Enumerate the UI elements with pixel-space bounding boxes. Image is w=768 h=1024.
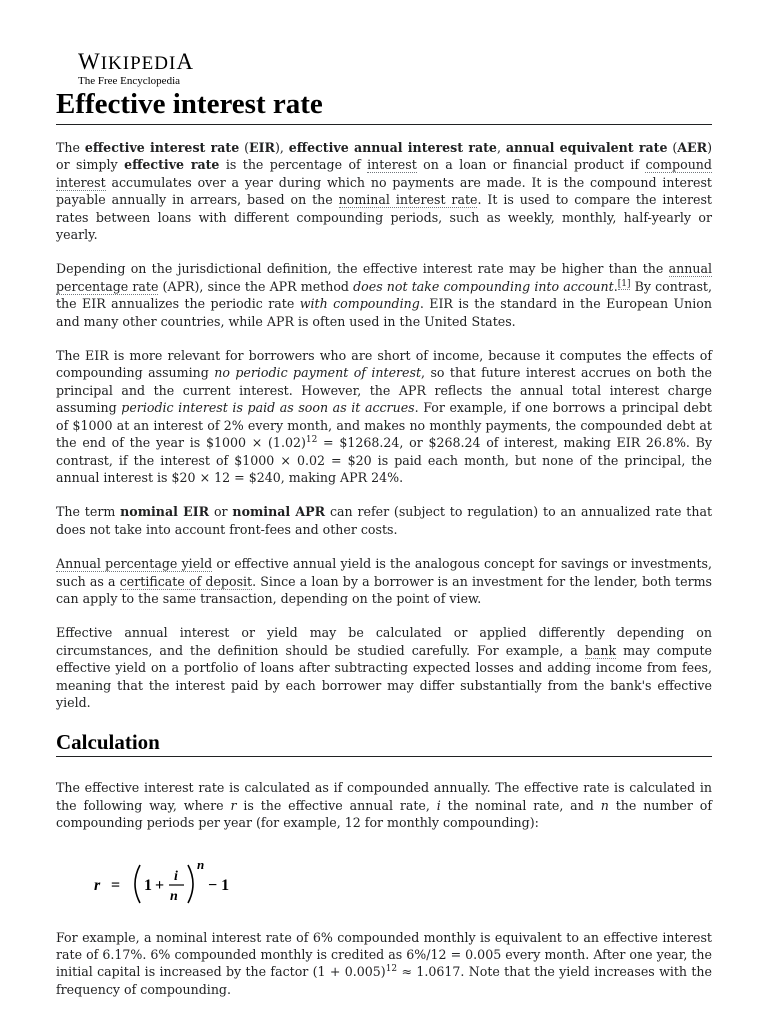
formula-denominator-n: n [170, 888, 178, 904]
link-compound-interest[interactable]: compound interest [56, 157, 712, 190]
formula-minus-one: − 1 [208, 876, 230, 894]
section-heading-calculation: Calculation [56, 728, 712, 757]
formula-plus: + [155, 876, 165, 894]
paragraph-circumstances: Effective annual interest or yield may be calculated or applied differently depending on circumstances, and the definition should be studied carefully. For example, a bank may compute effective yield on a portfolio of loans after subtracting expected losses and adding income from fees, meaning that the interest paid by each borrower may differ substantially from the bank's effective yield. [56, 625, 712, 710]
formula-right-paren [188, 865, 193, 903]
link-annual-percentage-yield[interactable]: Annual percentage yield [56, 556, 213, 572]
link-interest[interactable]: interest [367, 157, 417, 173]
formula-one: 1 [144, 876, 152, 894]
paragraph-example: For example, a nominal interest rate of 6% compounded monthly is equivalent to an effective interest rate of 6.17%. 6% compounded monthly is credited as 6%/12 = 0.005 every month. After one year, the initial capital is increased by the factor $(1 + 0.005)^{12} \approx 1.0617$. Note that the yield increases with the frequency of compounding. [56, 929, 712, 997]
page-title: Effective interest rate [56, 84, 712, 125]
paragraph-apr: Depending on the jurisdictional definition, the effective interest rate may be higher than the annual percentage rate (APR), since the APR method does not take compounding into account.[1] By contrast, the EIR annualizes the periodic rate with compounding. EIR is the standard in the European Union and many other countries, while APR is often used in the United States. [56, 261, 712, 329]
formula-numerator-i: i [174, 868, 178, 884]
reference-1[interactable]: [1] [617, 278, 631, 289]
formula-r: r [94, 876, 101, 894]
logo-wordmark: WIKIPEDIA [78, 49, 194, 74]
paragraph-nominal: The term nominal EIR or nominal APR can refer (subject to regulation) to an annualized rate that does not take into account front-fees and other costs. [56, 504, 713, 537]
formula-equals: = [111, 876, 121, 894]
formula-exponent-n: n [197, 856, 205, 872]
paragraph-borrowers: The EIR is more relevant for borrowers who are short of income, because it computes the effects of compounding assuming no periodic payment of interest, so that future interest accrues on both the principal and the current interest. However, the APR reflects the annual total interest charge assuming periodic interest is paid as soon as it accrues. For example, if one borrows a principal debt of $1000 at an interest of 2% every month, and makes no monthly payments, the compounded debt at the end of the year is $1000 × $(1.02)^{12}$ = $1268.24, or $268.24 of interest, making EIR 26.8%. By contrast, if the interest of $1000 × 0.02 = $20 is paid each month, but none of the principal, the annual interest is $20 × 12 = $240, making APR 24%. [56, 348, 713, 485]
link-annual-percentage-rate[interactable]: annual percentage rate [56, 261, 712, 294]
link-bank[interactable]: bank [584, 642, 617, 658]
paragraph-calculation: The effective interest rate is calculated as if compounded annually. The effective rate is calculated in the following way, where r is the effective annual rate, i the nominal rate, and n the number of compounding periods per year (for example, 12 for monthly compounding): [56, 780, 712, 831]
wikipedia-logo[interactable] [78, 49, 194, 88]
formula-effective-rate [94, 849, 712, 921]
link-nominal-interest-rate[interactable]: nominal interest rate [338, 192, 478, 208]
article-body [56, 139, 712, 1015]
paragraph-yield: Annual percentage yield or effective annual yield is the analogous concept for savings or investments, such as a certificate of deposit. Since a loan by a borrower is an investment for the lender, both terms can apply to the same transaction, depending on the point of view. [56, 556, 712, 606]
paragraph-intro: The effective interest rate (EIR), effective annual interest rate, annual equivalent rate (AER) or simply effective rate is the percentage of interest on a loan or financial product if compound interest accumulates over a year during which no payments are made. It is the compound interest payable annually in arrears, based on the nominal interest rate. It is used to compare the interest rates between loans with different compounding periods, such as weekly, monthly, half-yearly or yearly. [56, 140, 713, 243]
logo-tagline: The Free Encyclopedia [78, 75, 181, 87]
formula-svg [94, 849, 294, 921]
formula-left-paren [135, 865, 140, 903]
link-certificate-of-deposit[interactable]: certificate of deposit [119, 573, 253, 589]
